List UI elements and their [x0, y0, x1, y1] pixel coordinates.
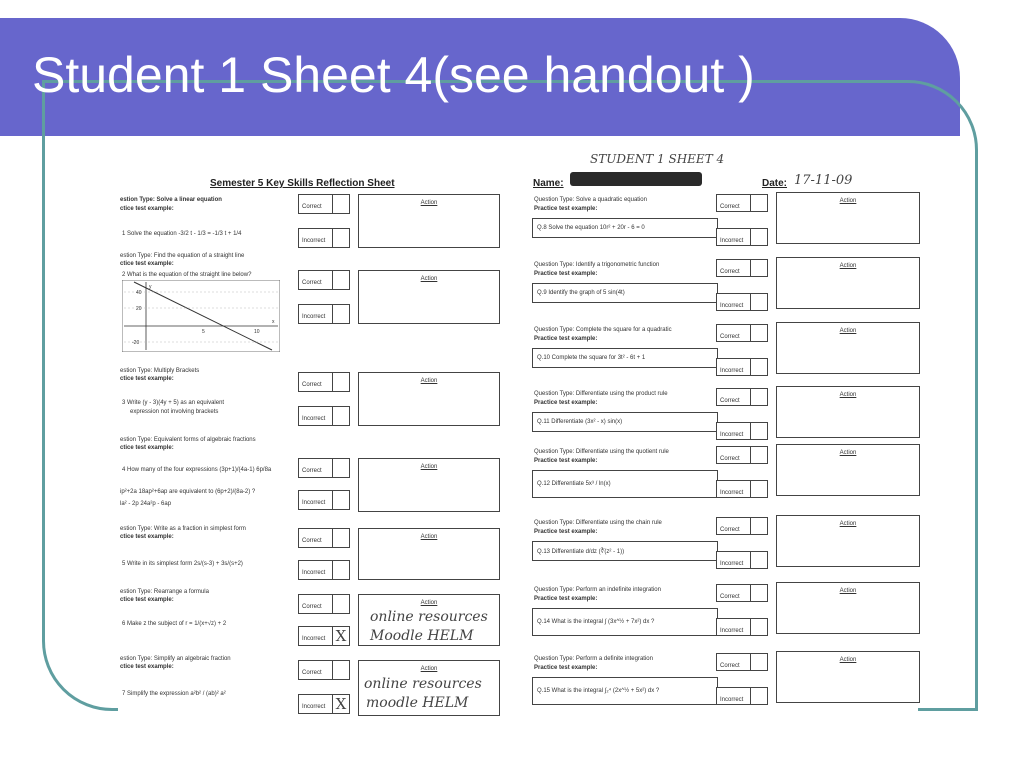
correct-tick-box [750, 388, 768, 406]
incorrect-tick-box [332, 560, 350, 580]
practice-label: Practice test example: [534, 458, 598, 464]
practice-label: Practice test example: [534, 665, 598, 671]
handwritten-action: online resources [370, 609, 488, 625]
incorrect-tick-box [332, 228, 350, 248]
incorrect-tick-box [750, 228, 768, 246]
correct-box: Correct [716, 653, 768, 671]
incorrect-box: Incorrect [298, 490, 350, 510]
practice-label: Practice test example: [534, 400, 598, 406]
name-redaction [570, 172, 702, 186]
name-label: Name: [533, 178, 564, 189]
date-value: 17-11-09 [794, 173, 853, 188]
question-text: Q.15 What is the integral ∫₂⁴ (2x^½ + 5x²) dx ? [532, 677, 718, 705]
correct-tick-box [750, 324, 768, 342]
incorrect-box: Incorrect [298, 626, 350, 646]
incorrect-tick-box [332, 406, 350, 426]
x-tick-label: 5 [202, 329, 205, 335]
question-text-cont: la² - 2p 24a²p - 6ap [120, 501, 172, 507]
correct-box: Correct [716, 446, 768, 464]
incorrect-box: Incorrect [716, 687, 768, 705]
incorrect-box: Incorrect [716, 422, 768, 440]
correct-tick-box [332, 594, 350, 614]
question-type: Question Type: Perform a definite integration [534, 656, 653, 662]
incorrect-tick-box [750, 358, 768, 376]
question-type: estion Type: Rearrange a formula [120, 589, 209, 595]
correct-tick-box [750, 584, 768, 602]
action-box: Action [776, 192, 920, 244]
correct-tick-box [332, 372, 350, 392]
question-text-cont: ip²+2a 18ap²+6ap are equivalent to (6p+2)/(8a-2) ? [120, 489, 256, 495]
incorrect-box: Incorrect [298, 560, 350, 580]
question-type: estion Type: Equivalent forms of algebraic fractions [120, 437, 256, 443]
correct-box: Correct [716, 194, 768, 212]
question-text: Q.13 Differentiate d/dz (∛(z² - 1)) [532, 541, 718, 561]
correct-tick-box [332, 270, 350, 290]
line-graph [122, 280, 280, 352]
x-axis-label: x [272, 319, 275, 325]
correct-tick-box [750, 259, 768, 277]
action-box: Action [358, 372, 500, 426]
correct-box: Correct [298, 660, 350, 680]
question-text: Q.12 Differentiate 5x³ / ln(x) [532, 470, 718, 498]
question-text: 6 Make z the subject of r = 1/(x+√z) + 2 [122, 621, 227, 627]
practice-label: ctice test example: [120, 376, 174, 382]
question-text: Q.9 Identify the graph of 5 sin(4t) [532, 283, 718, 303]
incorrect-tick-box [750, 480, 768, 498]
incorrect-tick-box [750, 687, 768, 705]
incorrect-tick-box [750, 551, 768, 569]
action-box: Action [776, 322, 920, 374]
slide-title: Student 1 Sheet 4(see handout ) [32, 47, 755, 103]
incorrect-tick-box [332, 304, 350, 324]
sheet-header: Semester 5 Key Skills Reflection Sheet [210, 178, 395, 189]
incorrect-tick-box [750, 422, 768, 440]
action-box: Action [358, 270, 500, 324]
practice-label: Practice test example: [534, 596, 598, 602]
question-type: Question Type: Identify a trigonometric function [534, 262, 660, 268]
question-type: Question Type: Complete the square for a quadratic [534, 327, 672, 333]
y-tick-label: -20 [132, 340, 140, 346]
question-text: 4 How many of the four expressions (3p+1)/(4a-1) 6p/8a [122, 467, 272, 473]
correct-box: Correct [298, 528, 350, 548]
correct-box: Correct [298, 194, 350, 214]
practice-label: ctice test example: [120, 445, 174, 451]
correct-box: Correct [716, 584, 768, 602]
question-type: Question Type: Differentiate using the quotient rule [534, 449, 669, 455]
student-handwriting: STUDENT 1 SHEET 4 [590, 152, 725, 166]
date-label: Date: [762, 178, 788, 189]
question-text-cont: expression not involving brackets [130, 409, 219, 415]
question-text: 7 Simplify the expression a²b² / (ab)² a² [122, 691, 226, 697]
correct-box: Correct [716, 259, 768, 277]
correct-tick-box [332, 194, 350, 214]
question-text: 1 Solve the equation -3/2 t - 1/3 = -1/3 t + 1/4 [122, 231, 242, 237]
action-box: Action [358, 458, 500, 512]
correct-tick-box [332, 660, 350, 680]
correct-box: Correct [716, 517, 768, 535]
handwritten-action: online resources [364, 676, 482, 692]
practice-label: ctice test example: [120, 597, 174, 603]
scanned-reflection-sheet [118, 150, 918, 730]
incorrect-tick-box [750, 293, 768, 311]
correct-tick-box [332, 528, 350, 548]
incorrect-tick-box [750, 618, 768, 636]
action-box: Action [776, 444, 920, 496]
correct-box: Correct [298, 372, 350, 392]
question-text: Q.8 Solve the equation 10r² + 20r - 6 = 0 [532, 218, 718, 238]
x-tick-label: 10 [254, 329, 260, 335]
action-box: Action [358, 660, 500, 716]
question-type: estion Type: Solve a linear equation [120, 197, 222, 203]
correct-tick-box [750, 194, 768, 212]
correct-box: Correct [298, 270, 350, 290]
practice-label: ctice test example: [120, 261, 174, 267]
handwritten-action: moodle HELM [366, 695, 469, 711]
practice-label: ctice test example: [120, 534, 174, 540]
handwritten-action: Moodle HELM [370, 628, 474, 644]
correct-box: Correct [716, 324, 768, 342]
action-box: Action [358, 594, 500, 646]
question-text: Q.14 What is the integral ∫ (3x^½ + 7x²) dx ? [532, 608, 718, 636]
question-type: estion Type: Write as a fraction in simplest form [120, 526, 246, 532]
practice-label: Practice test example: [534, 336, 598, 342]
incorrect-box: Incorrect [716, 293, 768, 311]
incorrect-box: Incorrect [716, 618, 768, 636]
incorrect-box: Incorrect [716, 358, 768, 376]
question-text: 5 Write in its simplest form 2s/(s-3) + 3s/(s+2) [122, 561, 243, 567]
question-text: Q.11 Differentiate (3x² - x) sin(x) [532, 412, 718, 432]
incorrect-mark: X [332, 694, 350, 714]
question-type: estion Type: Simplify an algebraic fraction [120, 656, 231, 662]
incorrect-box: Incorrect [716, 228, 768, 246]
question-type: Question Type: Differentiate using the chain rule [534, 520, 662, 526]
action-box: Action [776, 257, 920, 309]
action-box: Action [776, 582, 920, 634]
incorrect-box: Incorrect [298, 304, 350, 324]
correct-tick-box [750, 446, 768, 464]
incorrect-box: Incorrect [298, 694, 350, 714]
question-type: estion Type: Multiply Brackets [120, 368, 200, 374]
action-box: Action [776, 651, 920, 703]
correct-box: Correct [298, 594, 350, 614]
question-text: 2 What is the equation of the straight line below? [122, 272, 252, 278]
incorrect-box: Incorrect [716, 480, 768, 498]
practice-label: Practice test example: [534, 271, 598, 277]
correct-box: Correct [716, 388, 768, 406]
action-box: Action [358, 194, 500, 248]
correct-tick-box [750, 653, 768, 671]
question-type: estion Type: Find the equation of a straight line [120, 253, 245, 259]
incorrect-box: Incorrect [716, 551, 768, 569]
question-text: Q.10 Complete the square for 3t² - 6t + 1 [532, 348, 718, 368]
incorrect-box: Incorrect [298, 406, 350, 426]
correct-tick-box [750, 517, 768, 535]
correct-tick-box [332, 458, 350, 478]
incorrect-mark: X [332, 626, 350, 646]
action-box: Action [358, 528, 500, 580]
practice-label: ctice test example: [120, 206, 174, 212]
practice-label: Practice test example: [534, 206, 598, 212]
question-type: Question Type: Differentiate using the product rule [534, 391, 668, 397]
action-box: Action [776, 515, 920, 567]
y-tick-label: 40 [136, 290, 142, 296]
y-tick-label: 20 [136, 306, 142, 312]
practice-label: Practice test example: [534, 529, 598, 535]
incorrect-tick-box [332, 490, 350, 510]
incorrect-box: Incorrect [298, 228, 350, 248]
practice-label: ctice test example: [120, 664, 174, 670]
question-type: Question Type: Solve a quadratic equation [534, 197, 647, 203]
y-axis-label: y [149, 284, 152, 290]
question-text: 3 Write (y - 3)(4y + 5) as an equivalent [122, 400, 225, 406]
correct-box: Correct [298, 458, 350, 478]
question-type: Question Type: Perform an indefinite integration [534, 587, 661, 593]
action-box: Action [776, 386, 920, 438]
